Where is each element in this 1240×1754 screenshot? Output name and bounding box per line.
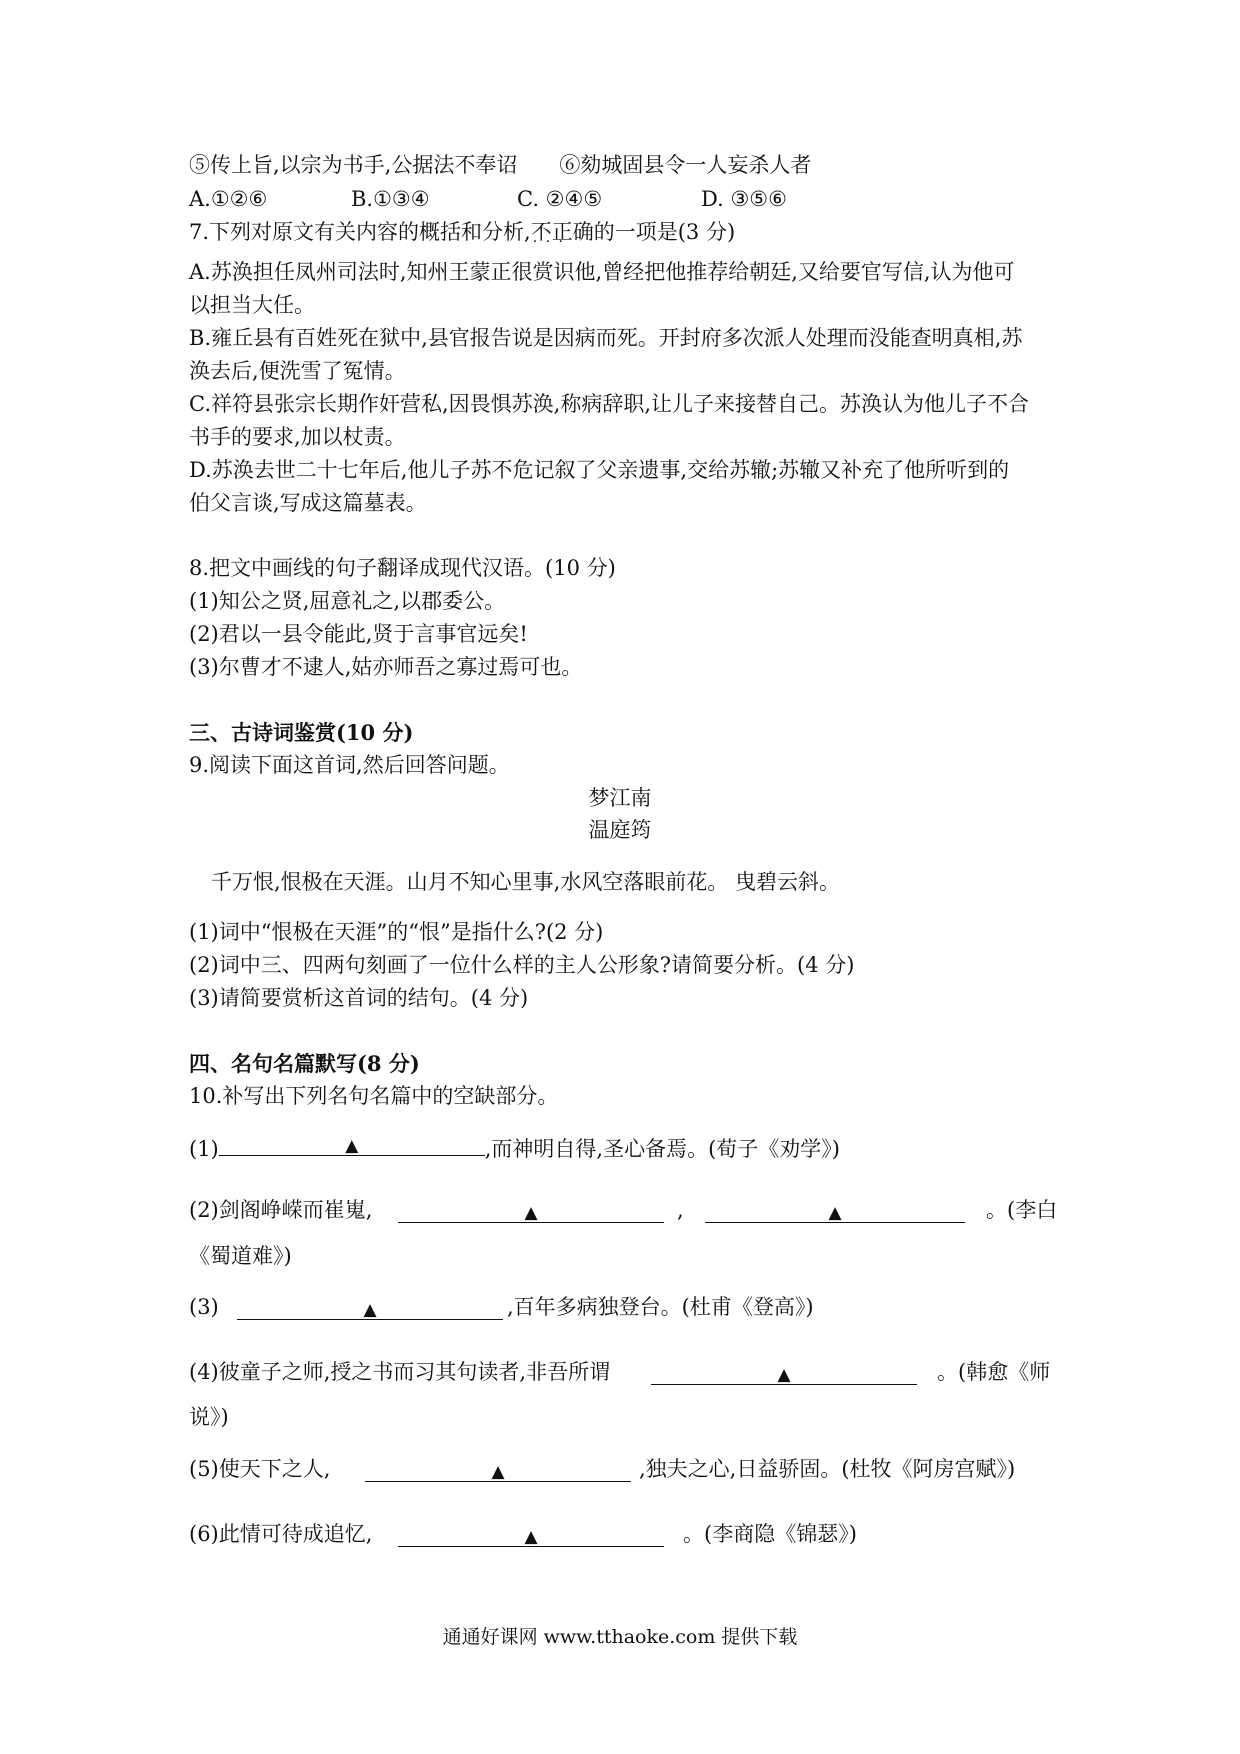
fill-item-4-suffix: 。(韩愈《师: [937, 1360, 1051, 1384]
fill-item-3: [189, 1295, 814, 1320]
q8-item: (2)君以一县令能此,贤于言事官远矣!: [189, 622, 528, 646]
q7-line: 书手的要求,加以杖责。: [189, 425, 406, 449]
blank-marker: ▲: [524, 1526, 538, 1547]
section4-heading: 四、名句名篇默写(8 分): [189, 1051, 420, 1076]
option-d: D. ③⑤⑥: [701, 187, 787, 211]
q7-line: 伯父言谈,写成这篇墓表。: [189, 491, 427, 515]
answer-blank-5[interactable]: [365, 1457, 631, 1482]
q6-options: [189, 187, 787, 212]
answer-blank-6[interactable]: [398, 1522, 664, 1547]
q9-question: (1)词中“恨极在天涯”的“恨”是指什么?(2 分): [189, 920, 604, 944]
poem-body: 千万恨,恨极在天涯。山月不知心里事,水风空落眼前花。 曳碧云斜。: [211, 870, 841, 894]
fill-item-5: [189, 1457, 1016, 1482]
q7-stem-emphasis: 不正确 · · ·: [531, 220, 594, 244]
fill-item-2-prefix: (2)剑阁峥嵘而崔嵬,: [189, 1198, 373, 1222]
blank-marker: ▲: [491, 1461, 505, 1482]
answer-blank-4[interactable]: [651, 1360, 917, 1385]
q8-item: (1)知公之贤,屈意礼之,以郡委公。: [189, 589, 506, 613]
answer-blank-2b[interactable]: [705, 1198, 965, 1223]
blank-marker: ▲: [524, 1202, 538, 1223]
q8-item: (3)尔曹才不逮人,姑亦师吾之寡过焉可也。: [189, 655, 583, 679]
fill-item-4-cont: 说》): [189, 1405, 229, 1429]
q7-line: 涣去后,便洗雪了冤情。: [189, 359, 406, 383]
q7-line: C.祥符县张宗长期作奸营私,因畏惧苏涣,称病辞职,让儿子来接替自己。苏涣认为他儿子不合: [189, 392, 1030, 416]
q7-stem-suffix: 的一项是(3 分): [593, 220, 736, 244]
fill-item-1: [189, 1131, 840, 1162]
q10-stem: 10.补写出下列名句名篇中的空缺部分。: [189, 1084, 559, 1108]
fill-item-2-cont: 《蜀道难》): [189, 1244, 292, 1268]
blank-marker: ▲: [828, 1202, 842, 1223]
fill-item-1-prefix: (1): [189, 1137, 219, 1161]
fill-item-2-suffix: 。(李白: [986, 1198, 1058, 1222]
option-b: B.①③④: [351, 187, 430, 211]
fill-item-1-suffix: ,而神明自得,圣心备焉。(荀子《劝学》): [484, 1137, 840, 1161]
poem-author: 温庭筠: [588, 818, 652, 842]
fill-item-2-comma: ,: [677, 1198, 684, 1222]
q7-line: A.苏涣担任凤州司法时,知州王蒙正很赏识他,曾经把他推荐给朝廷,又给要官写信,认为他可: [189, 260, 1015, 284]
answer-blank-2a[interactable]: [398, 1198, 664, 1223]
section3-heading: 三、古诗词鉴赏(10 分): [189, 720, 414, 745]
fill-item-3-suffix: ,百年多病独登台。(杜甫《登高》): [507, 1295, 814, 1319]
fill-item-5-prefix: (5)使天下之人,: [189, 1457, 331, 1481]
fill-item-6-suffix: 。(李商隐《锦瑟》): [683, 1522, 857, 1546]
q7-line: 以担当大任。: [189, 293, 315, 317]
q6-line: ⑤传上旨,以宗为书手,公据法不奉诏 ⑥劾城固县令一人妄杀人者: [189, 153, 812, 177]
q8-stem: 8.把文中画线的句子翻译成现代汉语。(10 分): [189, 556, 616, 580]
q9-question: (3)请简要赏析这首词的结句。(4 分): [189, 986, 529, 1010]
fill-item-6: [189, 1522, 857, 1547]
footer-source: 通通好课网 www.tthaoke.com 提供下载: [442, 1626, 798, 1648]
q9-question: (2)词中三、四两句刻画了一位什么样的主人公形象?请简要分析。(4 分): [189, 953, 855, 977]
q7-stem: [189, 220, 735, 245]
option-a: A.①②⑥: [189, 187, 268, 211]
blank-marker: ▲: [345, 1135, 359, 1156]
option-c: C. ②④⑤: [517, 187, 603, 211]
fill-item-4: [189, 1360, 1051, 1385]
q7-line: D.苏涣去世二十七年后,他儿子苏不危记叙了父亲遗事,交给苏辙;苏辙又补充了他所听到的: [189, 458, 1010, 482]
fill-item-3-prefix: (3): [189, 1295, 219, 1319]
q9-stem: 9.阅读下面这首词,然后回答问题。: [189, 753, 510, 777]
blank-marker: ▲: [777, 1364, 791, 1385]
fill-item-2: [189, 1198, 1058, 1223]
q7-stem-prefix: 7.下列对原文有关内容的概括和分析,: [189, 220, 531, 244]
fill-item-5-suffix: ,独夫之心,日益骄固。(杜牧《阿房宫赋》): [639, 1457, 1016, 1481]
q7-line: B.雍丘县有百姓死在狱中,县官报告说是因病而死。开封府多次派人处理而没能查明真相,苏: [189, 326, 1023, 350]
poem-title: 梦江南: [588, 786, 652, 810]
answer-blank-1[interactable]: [219, 1131, 485, 1156]
blank-marker: ▲: [363, 1299, 377, 1320]
fill-item-6-prefix: (6)此情可待成追忆,: [189, 1522, 373, 1546]
answer-blank-3[interactable]: [237, 1295, 503, 1320]
fill-item-4-prefix: (4)彼童子之师,授之书而习其句读者,非吾所谓: [189, 1360, 611, 1384]
